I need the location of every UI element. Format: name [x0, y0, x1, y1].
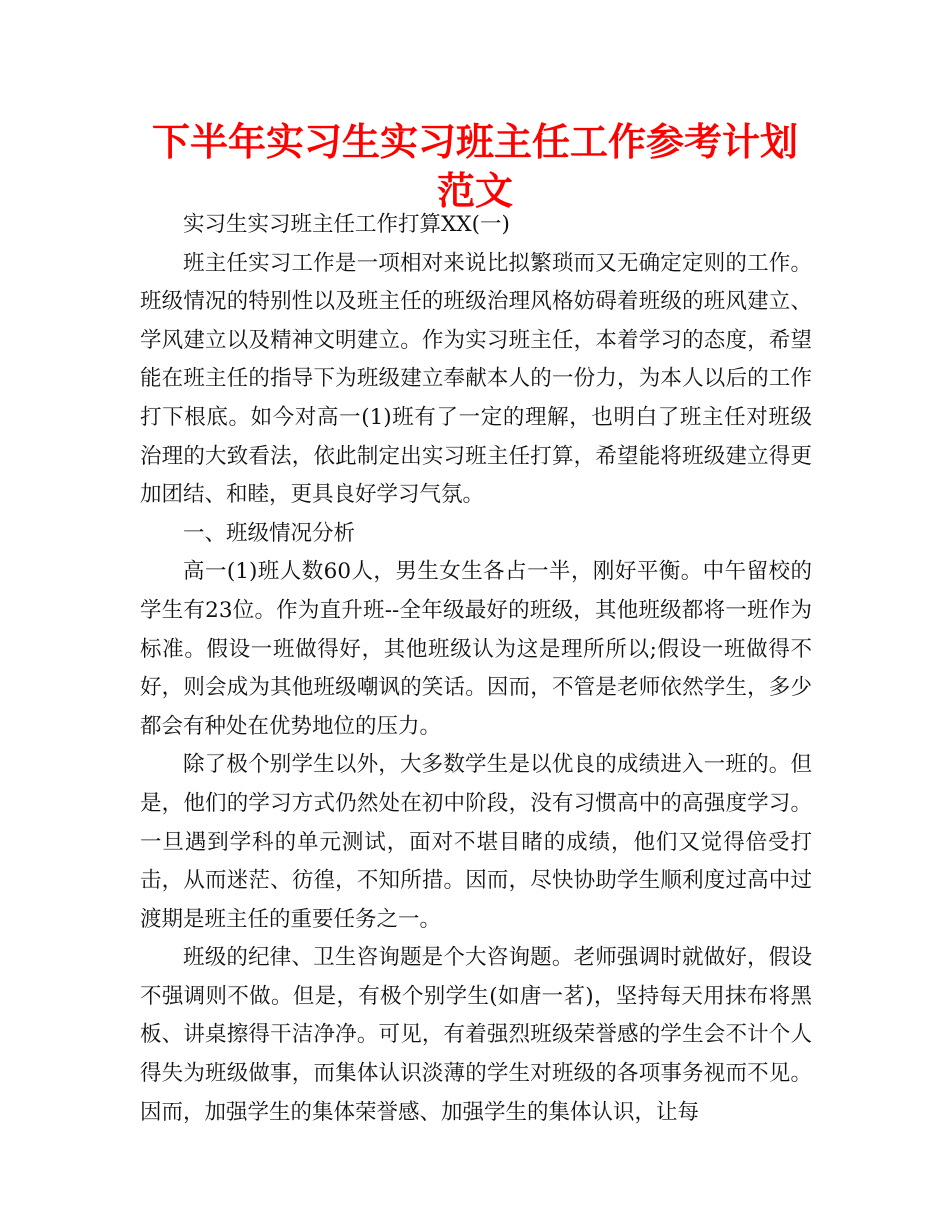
paragraph-intro: 班主任实习工作是一项相对来说比拟繁琐而又无确定定则的工作。班级情况的特别性以及班主任的班级治理风格妨碍着班级的班风建立、学风建立以及精神文明建立。作为实习班主任，本着学习的态度，希望能在班主任的指导下为班级建立奉献本人的一份力，为本人以后的工作打下根底。如今对高一(1)班有了一定的理解，也明白了班主任对班级治理的大致看法，依此制定出实习班主任打算，希望能将班级建立得更加团结、和睦，更具良好学习气氛。	[140, 250, 812, 508]
paragraph-class-size: 高一(1)班人数60人，男生女生各占一半，刚好平衡。中午留校的学生有23位。作为直升班--全年级最好的班级，其他班级都将一班作为标准。假设一班做得好，其他班级认为这是理所所以;假设一班做得不好，则会成为其他班级嘲讽的笑话。因而，不管是老师依然学生，多少都会有种处在优势地位的压力。	[140, 559, 812, 739]
document-body	[140, 206, 812, 1132]
paragraph-discipline: 班级的纪律、卫生咨询题是个大咨询题。老师强调时就做好，假设不强调则不做。但是，有极个别学生(如唐一茗)，坚持每天用抹布将黑板、讲桌擦得干洁净净。可见，有着强烈班级荣誉感的学生会不计个人得失为班级做事，而集体认识淡薄的学生对班级的各项事务视而不见。因而，加强学生的集体荣誉感、加强学生的集体认识，让每	[140, 945, 812, 1125]
paragraph-study-habits: 除了极个别学生以外，大多数学生是以优良的成绩进入一班的。但是，他们的学习方式仍然处在初中阶段，没有习惯高中的高强度学习。一旦遇到学科的单元测试，面对不堪目睹的成绩，他们又觉得倍受打击，从而迷茫、彷徨，不知所措。因而，尽快协助学生顺利度过高中过渡期是班主任的重要任务之一。	[140, 752, 812, 932]
section-heading-plan: 实习生实习班主任工作打算XX(一)	[183, 212, 510, 237]
document-title: 下半年实习生实习班主任工作参考计划范文	[151, 120, 798, 213]
section-heading-class-analysis: 一、班级情况分析	[183, 520, 356, 546]
